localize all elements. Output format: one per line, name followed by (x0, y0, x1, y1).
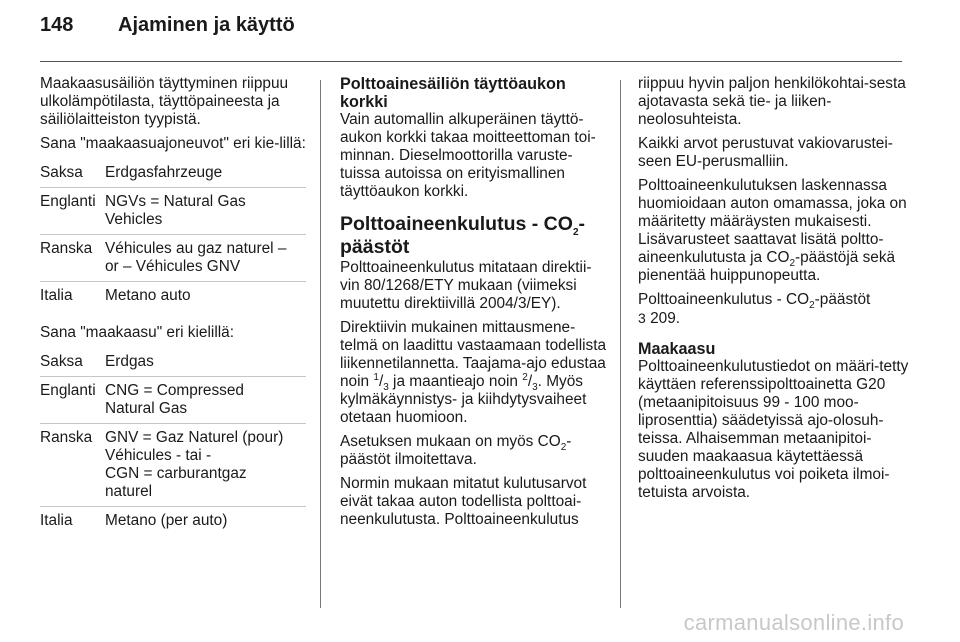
column-divider-2 (620, 80, 621, 608)
term-value-line: Véhicules - tai - (105, 447, 212, 464)
term-value-line: Vehicles (105, 211, 163, 228)
fuel-paragraph-3: Asetuksen mukaan on myös $CO_2$-päästöt ilmoitettava. (340, 433, 572, 468)
term-row (40, 282, 306, 310)
term-value-line: Erdgasfahrzeuge (105, 164, 223, 181)
term-value-line: Metano auto (105, 287, 191, 304)
term-language: Englanti (40, 382, 96, 399)
term-value (105, 512, 306, 530)
column-3 (638, 75, 912, 508)
column-divider-1 (320, 80, 321, 608)
term-value-line: Erdgas (105, 353, 154, 370)
page-reference-link[interactable]: 3 209. (638, 310, 681, 327)
term-value-line: GNV = Gaz Naturel (pour) (105, 429, 284, 446)
term-value-line: CNG = Compressed (105, 382, 244, 399)
term-value-line: Metano (per auto) (105, 512, 228, 529)
term-language: Saksa (40, 164, 83, 181)
consumption-paragraph-2: Kaikki arvot perustuvat vakiovarustei-seen EU-perusmalliin. (638, 135, 893, 170)
term-value-line: Véhicules au gaz naturel – (105, 240, 287, 257)
cap-heading: Polttoainesäiliön täyttöaukon korkki (340, 75, 566, 111)
gas-term-table (40, 348, 306, 535)
term-value (105, 193, 306, 229)
fuel-consumption-heading: Polttoaineenkulutus - $CO_2$-päästöt (340, 213, 585, 258)
cap-paragraph: Vain automallin alkuperäinen täyttö-aukon korkki takaa moitteettoman toi-minnan. Dieselmoottorilla varuste-tuissa autoissa on erityismallinen täyttöaukon korkki. (340, 111, 596, 200)
term-value (105, 382, 306, 418)
term-row (40, 507, 306, 535)
page-title: Ajaminen ja käyttö (118, 14, 295, 36)
vehicles-term-table (40, 159, 306, 310)
reference-arrow-icon: 3 (638, 310, 646, 326)
term-row (40, 235, 306, 282)
watermark: carmanualsonline.info (683, 610, 904, 635)
term-value (105, 240, 306, 276)
term-language: Italia (40, 287, 73, 304)
term-language: Ranska (40, 240, 93, 257)
term-value-line: CGN = carburantgaz (105, 465, 247, 482)
term-row (40, 377, 306, 424)
term-value-line: Natural Gas (105, 400, 188, 417)
column-2 (340, 75, 608, 535)
term-row (40, 159, 306, 188)
term-language: Ranska (40, 429, 93, 446)
page-header (40, 14, 295, 37)
column-1 (40, 75, 306, 549)
intro-paragraph: Maakaasusäiliön täyttyminen riippuu ulkolämpötilasta, täyttöpaineesta ja säiliölaitteiston tyypistä. (40, 75, 289, 128)
term-value (105, 353, 306, 371)
header-rule (40, 61, 902, 62)
term-value (105, 164, 306, 182)
fuel-paragraph-1: Polttoaineenkulutus mitataan direktii-vin 80/1268/ETY mukaan (viimeksi muutettu direktiivillä 2004/3/EY). (340, 259, 592, 312)
term-language: Italia (40, 512, 73, 529)
term-value-line: naturel (105, 483, 153, 500)
page-number: 148 (40, 14, 74, 36)
cross-reference: Polttoaineenkulutus - $CO_2$-päästöt 3 209. (638, 291, 871, 327)
term-value (105, 287, 306, 305)
term-value-line: NGVs = Natural Gas (105, 193, 246, 210)
fuel-paragraph-2: Direktiivin mukainen mittausmene-telmä on laadittu vastaamaan todellista liikennetilannetta. Taajama-ajo edustaa noin $^1/_3$ ja maantieajo noin $^2/_3$. Myös kylmäkäynnistys- ja kiihdytysvaiheet otetaan huomioon. (340, 319, 607, 426)
consumption-paragraph-1: riippuu hyvin paljon henkilökohtai-sesta ajotavasta sekä tie- ja liiken-neolosuhteista. (638, 75, 906, 128)
term-row (40, 348, 306, 377)
term-language: Saksa (40, 353, 83, 370)
natural-gas-heading: Maakaasu (638, 340, 716, 358)
term-language: Englanti (40, 193, 96, 210)
term-value (105, 429, 306, 501)
consumption-paragraph-3: Polttoaineenkulutuksen laskennassa huomioidaan auton omamassa, joka on määritetty määräysten mukaisesti. Lisävarusteet saattavat lisätä poltto-aineenkulutusta ja $CO_2$-päästöjä sekä pienentää huippunopeutta. (638, 177, 907, 284)
fuel-paragraph-4: Normin mukaan mitatut kulutusarvot eivät takaa auton todellista polttoai-neenkulutusta. Polttoaineenkulutus (340, 475, 587, 528)
gas-label: Sana "maakaasu" eri kielillä: (40, 324, 234, 341)
natural-gas-paragraph: Polttoaineenkulutustiedot on määri-tetty käyttäen referenssipolttoainetta G20 (metaanipitoisuus 99 - 100 moo-liprosenttia) säädetyissä ajo-olosuh-teissa. Alhaisemman metaanipitoi-suuden maakaasua käytettäessä polttoaineenkulutus voi poiketa ilmoi-tetuista arvoista. (638, 358, 909, 501)
term-row (40, 188, 306, 235)
vehicles-label: Sana "maakaasuajoneuvot" eri kie-lillä: (40, 135, 306, 152)
term-value-line: or – Véhicules GNV (105, 258, 241, 275)
term-row (40, 424, 306, 507)
